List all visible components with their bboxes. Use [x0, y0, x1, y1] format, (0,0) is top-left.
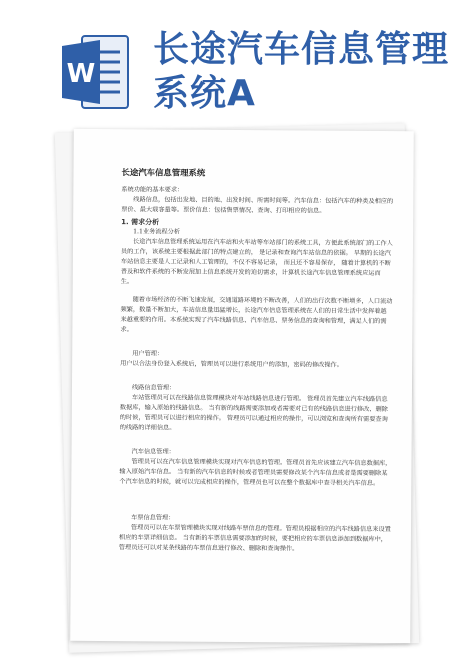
requirements-body: 线路信息，包括出发地、目的地、出发时间、所需时间等。汽车信息：包括汽车的种类及相应的票价、最大载客量等。票价信息：包括售票情况、查询、打印相应的信息。: [121, 196, 394, 215]
svg-text:W: W: [66, 59, 96, 89]
title-line-1: 长途汽车信息管理: [153, 29, 450, 70]
section-heading-1: 1. 需求分析: [121, 218, 160, 227]
car-heading: 汽车信息管理：: [131, 448, 175, 456]
users-body: 用户以合法身份登入系统后，管理员可以进行系统用户的添加，密码的修改操作。: [120, 360, 343, 369]
requirements-intro: 系统功能的基本要求：: [121, 186, 184, 194]
paragraph-2: 随着市场经济的不断飞速发展，交通道路环境的不断改善，人们的出行次数不断增多，人口流动频繁，数量不断加大，车站信息量迅猛增长，长途汽车信息管理系统在人们的日常生活中发挥着越来越重要的作用。本系统实现了汽车线路信息、汽车信息、票务信息的查询和管理，满足人们的需求。: [120, 296, 393, 334]
document-preview-title: [153, 28, 449, 116]
car-body: 管理员可以在汽车信息管理模块实现对汽车信息的管理。管理员首先应该建立汽车信息数据库，输入原始汽车信息。 当有新的汽车信息的时候或者管理员需要修改某个汽车信息或者是需要删除某个汽车信息的时候，就可以完成相应的操作，管理员也可以在整个数据库中查寻相关汽车信息。: [119, 458, 392, 487]
ticket-heading: 车票信息管理：: [131, 514, 175, 522]
preview-header: [0, 0, 474, 130]
users-heading: 用户管理：: [132, 350, 164, 358]
document-page: [70, 129, 414, 643]
title-line-2: 系统A: [153, 73, 256, 114]
doc-title: 长途汽车信息管理系统: [121, 167, 206, 178]
route-heading: 线路信息管理：: [131, 384, 176, 392]
ticket-body: 管理员可以在车票管理模块实现对线路车票信息的管理。管理员根据相应的汽车线路信息来设置相应的车票详细信息。 当有新的车票信息需要添加的时候，要把相应的车票信息添加到数据库中，管理员还可以对某条线路的车票信息进行修改、删除和查询操作。: [118, 524, 391, 553]
section-heading-1-1: 1.1业务流程分析: [133, 228, 181, 236]
word-icon: [60, 30, 132, 114]
route-body: 车站管理员可以在线路信息管理模块对车站线路信息进行管理。 管理员首先建立汽车线路信息数据库，输入原始的线路信息。 当有新的线路需要添加或者需要对已有的线路信息进行修改、删除的时候，管理员可以进行相应的操作。 管理员可以通过相应的操作，可以浏览和查询所有需要查询的线路的详细信息。: [119, 394, 388, 432]
paragraph-1: 长途汽车信息管理系统运用在汽车站和火车站等车站部门的系统工具，方便此系统部门的工作人员的工作，该系统主要根据此部门的特点建立的， 是记录和查询汽车站信息的依据。 早期的长途汽车站信息主要是人工记录和人工管理的，不仅不容易记录， 而且还不容易保存， 随着计算机的不断普及和软件系统的不断发展加上信息系统开发的迫切需求，计算机长途汽车信息管理系统应运而生。: [120, 238, 393, 286]
document-body: [119, 167, 394, 555]
